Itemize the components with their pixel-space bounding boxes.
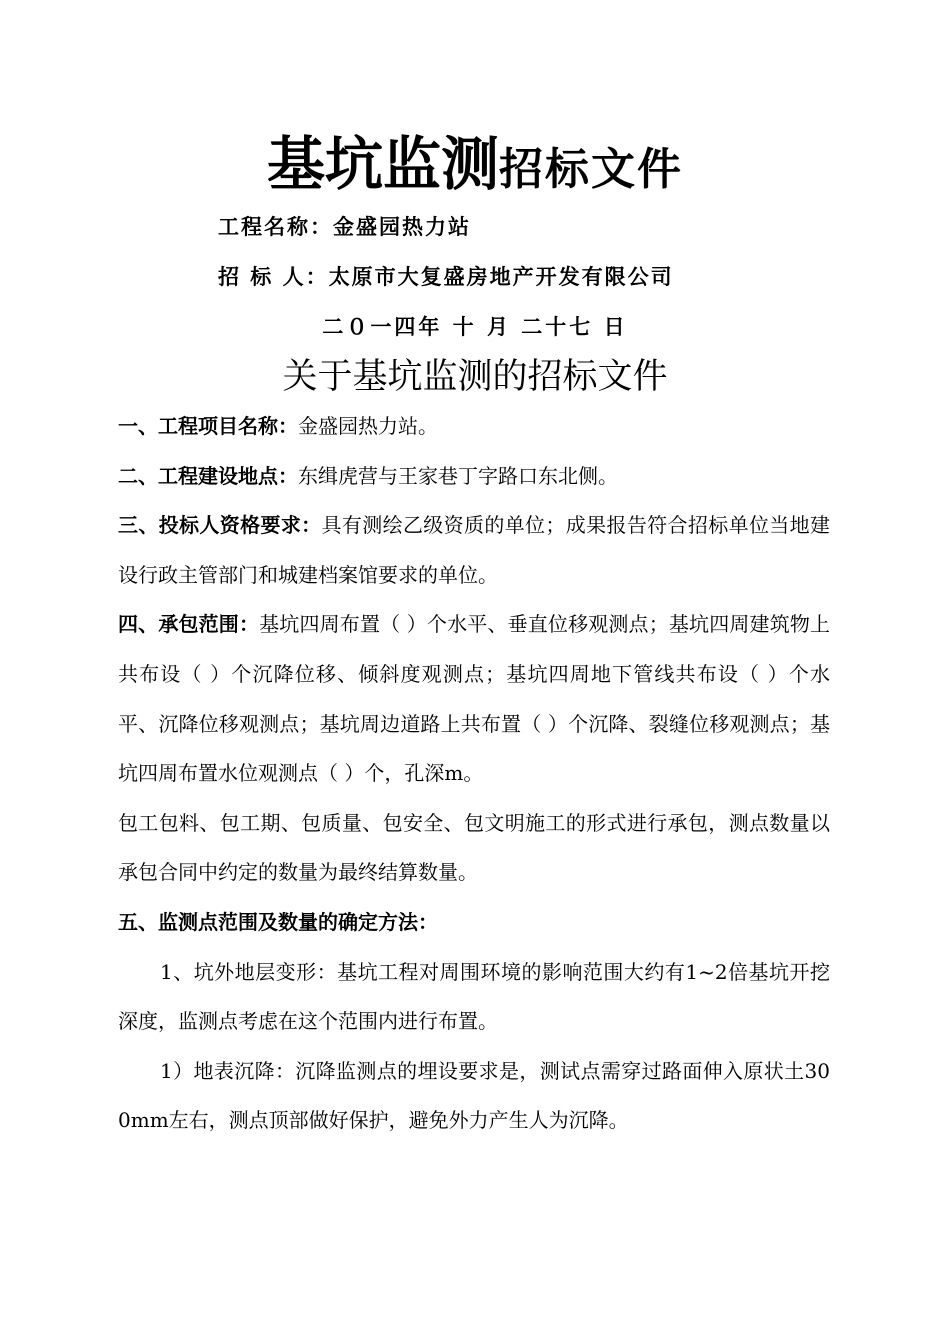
cover-title-sub: 招标文件 [499, 144, 683, 195]
section-4 [118, 600, 830, 798]
section-1 [118, 402, 830, 452]
tenderer-value: 太原市大复盛房地产开发有限公司 [328, 264, 674, 289]
section-3-label: 三、投标人资格要求： [118, 513, 322, 538]
cover-date: 二０一四年 十 月 二十七 日 [322, 314, 628, 339]
section-3 [118, 501, 830, 600]
section-5-item-1: 1、坑外地层变形：基坑工程对周围环境的影响范围大约有1~2倍基坑开挖 深度，监测点考虑在这个范围内进行布置。 [118, 959, 830, 1034]
section-3-text: 具有测绘乙级资质的单位；成果报告符合招标单位当地建设行政主管部门和城建档案馆要求的单位。 [118, 513, 831, 587]
section-2 [118, 452, 830, 502]
project-value: 金盛园热力站 [333, 214, 471, 239]
section-2-text: 东缉虎营与王家巷丁字路口东北侧。 [298, 463, 618, 488]
tenderer-label: 招 标 人： [218, 264, 329, 289]
section-2-label: 二、工程建设地点： [118, 463, 298, 488]
project-label: 工程名称： [218, 214, 333, 239]
section-1-text: 金盛园热力站。 [298, 414, 438, 438]
cover-title [0, 128, 950, 215]
cover-project-line [218, 212, 471, 242]
section-4-text: 基坑四周布置（ ）个水平、垂直位移观测点；基坑四周建筑物上共布设（ ）个沉降位移、倾斜度观测点；基坑四周地下管线共布设（ ）个水平、沉降位移观测点；基坑周边道路上共布置（ ）个沉降、裂缝位移观测点；基坑四周布置水位观测点（ ）个，孔深m。 [118, 612, 831, 786]
document-title: 关于基坑监测的招标文件 [282, 357, 668, 397]
section-5 [118, 898, 830, 948]
section-1-label: 一、工程项目名称： [118, 414, 298, 438]
section-5-item-1-1: 1）地表沉降：沉降监测点的埋设要求是，测试点需穿过路面伸入原状土300mm左右，测点顶部做好保护，避免外力产生人为沉降。 [118, 1058, 830, 1133]
cover-title-main: 基坑监测 [266, 130, 499, 198]
cover-tenderer-line [218, 262, 674, 292]
document-body [118, 402, 830, 1146]
section-4-label: 四、承包范围： [118, 612, 260, 637]
section-4-note: 包工包料、包工期、包质量、包安全、包文明施工的形式进行承包，测点数量以承包合同中约定的数量为最终结算数量。 [118, 810, 830, 885]
section-5-label: 五、监测点范围及数量的确定方法： [118, 909, 438, 934]
